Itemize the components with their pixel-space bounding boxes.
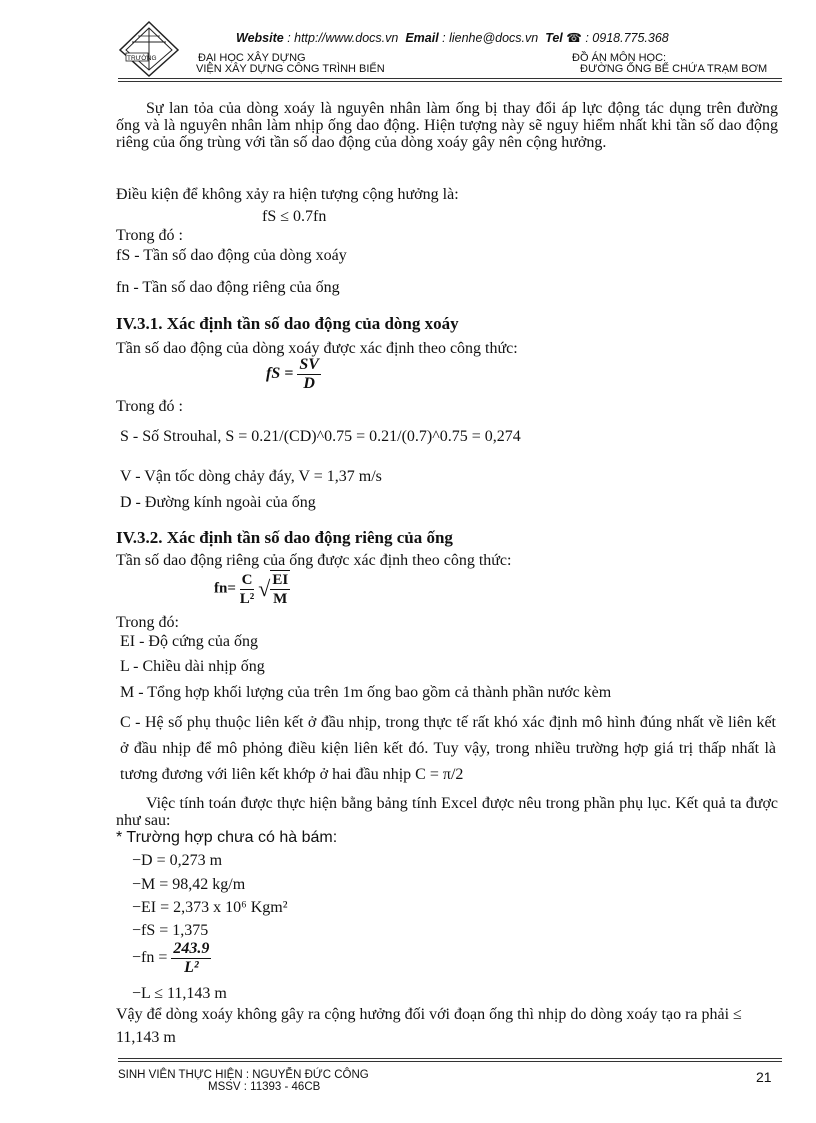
section1-intro: Tần số dao động của dòng xoáy được xác định theo công thức: bbox=[116, 340, 518, 357]
header-rule bbox=[118, 78, 782, 79]
logo-text: TRƯỜNG bbox=[127, 55, 157, 62]
header-course: ĐỒ ÁN MÔN HỌC: bbox=[572, 52, 667, 64]
fn-numerator: C bbox=[241, 571, 253, 588]
result-fn bbox=[132, 940, 211, 977]
footer-rule bbox=[118, 1058, 782, 1059]
where-label-2: Trong đó : bbox=[116, 398, 183, 415]
result-mass: −M = 98,42 kg/m bbox=[132, 876, 246, 893]
fs-formula bbox=[266, 356, 321, 393]
header-rule-2 bbox=[118, 81, 782, 82]
fs-definition: fS - Tần số dao động của dòng xoáy bbox=[116, 247, 347, 264]
conclusion-paragraph: Vậy để dòng xoáy không gây ra cộng hưởng đối với đoạn ống thì nhịp do dòng xoáy tạo ra phải ≤ 11,143 m bbox=[116, 1006, 742, 1046]
result-fn-fraction bbox=[171, 940, 211, 977]
phone-icon: ☎ bbox=[566, 31, 582, 45]
fn-formula bbox=[214, 570, 290, 608]
footer-student: SINH VIÊN THỰC HIỆN : NGUYỄN ĐỨC CÔNG bbox=[118, 1069, 369, 1081]
where-label-3: Trong đó: bbox=[116, 614, 179, 631]
tel-label: Tel bbox=[545, 31, 563, 45]
strouhal-definition: S - Số Strouhal, S = 0.21/(CD)^0.75 = 0.21/(0.7)^0.75 = 0,274 bbox=[120, 428, 521, 445]
case-title: * Trường hợp chưa có hà bám: bbox=[116, 829, 338, 846]
result-diameter: −D = 0,273 m bbox=[132, 852, 223, 869]
ei-definition: EI - Độ cứng của ống bbox=[120, 633, 258, 650]
result-fn-numerator: 243.9 bbox=[173, 940, 210, 957]
website-link[interactable]: : http://www.docs.vn bbox=[287, 31, 399, 45]
header-institute: VIỆN XÂY DỰNG CÔNG TRÌNH BIỂN bbox=[196, 63, 385, 75]
fn-root-fraction bbox=[270, 570, 290, 608]
fn-root-denominator: M bbox=[273, 591, 288, 607]
condition-formula: fS ≤ 0.7fn bbox=[262, 208, 327, 225]
fn-denominator: L² bbox=[239, 590, 255, 607]
email-label: Email bbox=[405, 31, 439, 45]
website-label: Website bbox=[236, 31, 284, 45]
fs-numerator: SV bbox=[299, 356, 319, 373]
section-heading-iv-3-1: IV.3.1. Xác định tần số dao động của dòng xoáy bbox=[116, 314, 459, 333]
calculation-paragraph: Việc tính toán được thực hiện bằng bảng tính Excel được nêu trong phần phụ lục. Kết quả ta được như sau: bbox=[116, 795, 778, 829]
email-link[interactable]: : lienhe@docs.vn bbox=[442, 31, 539, 45]
result-fn-lhs: −fn = bbox=[132, 949, 168, 967]
tel-value: : 0918.775.368 bbox=[585, 31, 669, 45]
fs-fraction bbox=[297, 356, 321, 393]
fs-formula-lhs: fS = bbox=[266, 365, 294, 383]
intro-paragraph: Sự lan tỏa của dòng xoáy là nguyên nhân làm ống bị thay đổi áp lực động tác dụng trên đường ống và là nguyên nhân làm nhịp ống dao động. Hiện tượng này sẽ nguy hiểm nhất khi tần số dao động riêng của ống trùng với tần số dao động của dòng xoáy gây nên cộng hưởng. bbox=[116, 100, 778, 151]
l-definition: L - Chiều dài nhịp ống bbox=[120, 658, 265, 675]
condition-intro: Điều kiện để không xảy ra hiện tượng cộng hưởng là: bbox=[116, 186, 459, 203]
footer-rule-2 bbox=[118, 1061, 782, 1062]
result-fn-denominator: L² bbox=[184, 959, 199, 976]
result-stiffness: −EI = 2,373 x 10⁶ Kgm² bbox=[132, 899, 288, 916]
page-number: 21 bbox=[756, 1069, 772, 1085]
fn-root-numerator: EI bbox=[272, 572, 289, 588]
diameter-definition: D - Đường kính ngoài của ống bbox=[120, 494, 316, 511]
m-definition: M - Tổng hợp khối lượng của trên 1m ống bao gồm cả thành phần nước kèm bbox=[120, 684, 612, 701]
velocity-definition: V - Vận tốc dòng chảy đáy, V = 1,37 m/s bbox=[120, 468, 382, 485]
where-label-1: Trong đó : bbox=[116, 227, 183, 244]
result-span-length: −L ≤ 11,143 m bbox=[132, 985, 227, 1002]
fn-definition: fn - Tần số dao động riêng của ống bbox=[116, 279, 340, 296]
sqrt-symbol: √ bbox=[258, 576, 271, 601]
fn-fraction bbox=[240, 571, 255, 608]
fn-formula-lhs: fn= bbox=[214, 580, 236, 597]
result-fs: −fS = 1,375 bbox=[132, 922, 209, 939]
header-topic: ĐƯỜNG ỐNG BỂ CHỨA TRẠM BƠM bbox=[580, 63, 768, 75]
footer-student-id: MSSV : 11393 - 46CB bbox=[208, 1081, 321, 1093]
c-definition: C - Hệ số phụ thuộc liên kết ở đầu nhịp, trong thực tế rất khó xác định mô hình đúng nhất về liên kết ở đầu nhịp để mô phỏng điều kiện liên kết đó. Tuy vậy, trong nhiều trường hợp giá trị thấp nhất là tương đương với liên kết khớp ở hai đầu nhịp C = π/2 bbox=[120, 714, 776, 783]
section-heading-iv-3-2: IV.3.2. Xác định tần số dao động riêng của ống bbox=[116, 528, 453, 547]
university-logo bbox=[118, 20, 180, 78]
section2-intro: Tần số dao động riêng của ống được xác định theo công thức: bbox=[116, 552, 512, 569]
header-university: ĐẠI HỌC XÂY DỰNG bbox=[198, 52, 306, 64]
header-contact bbox=[236, 30, 669, 45]
fs-denominator: D bbox=[303, 375, 315, 392]
